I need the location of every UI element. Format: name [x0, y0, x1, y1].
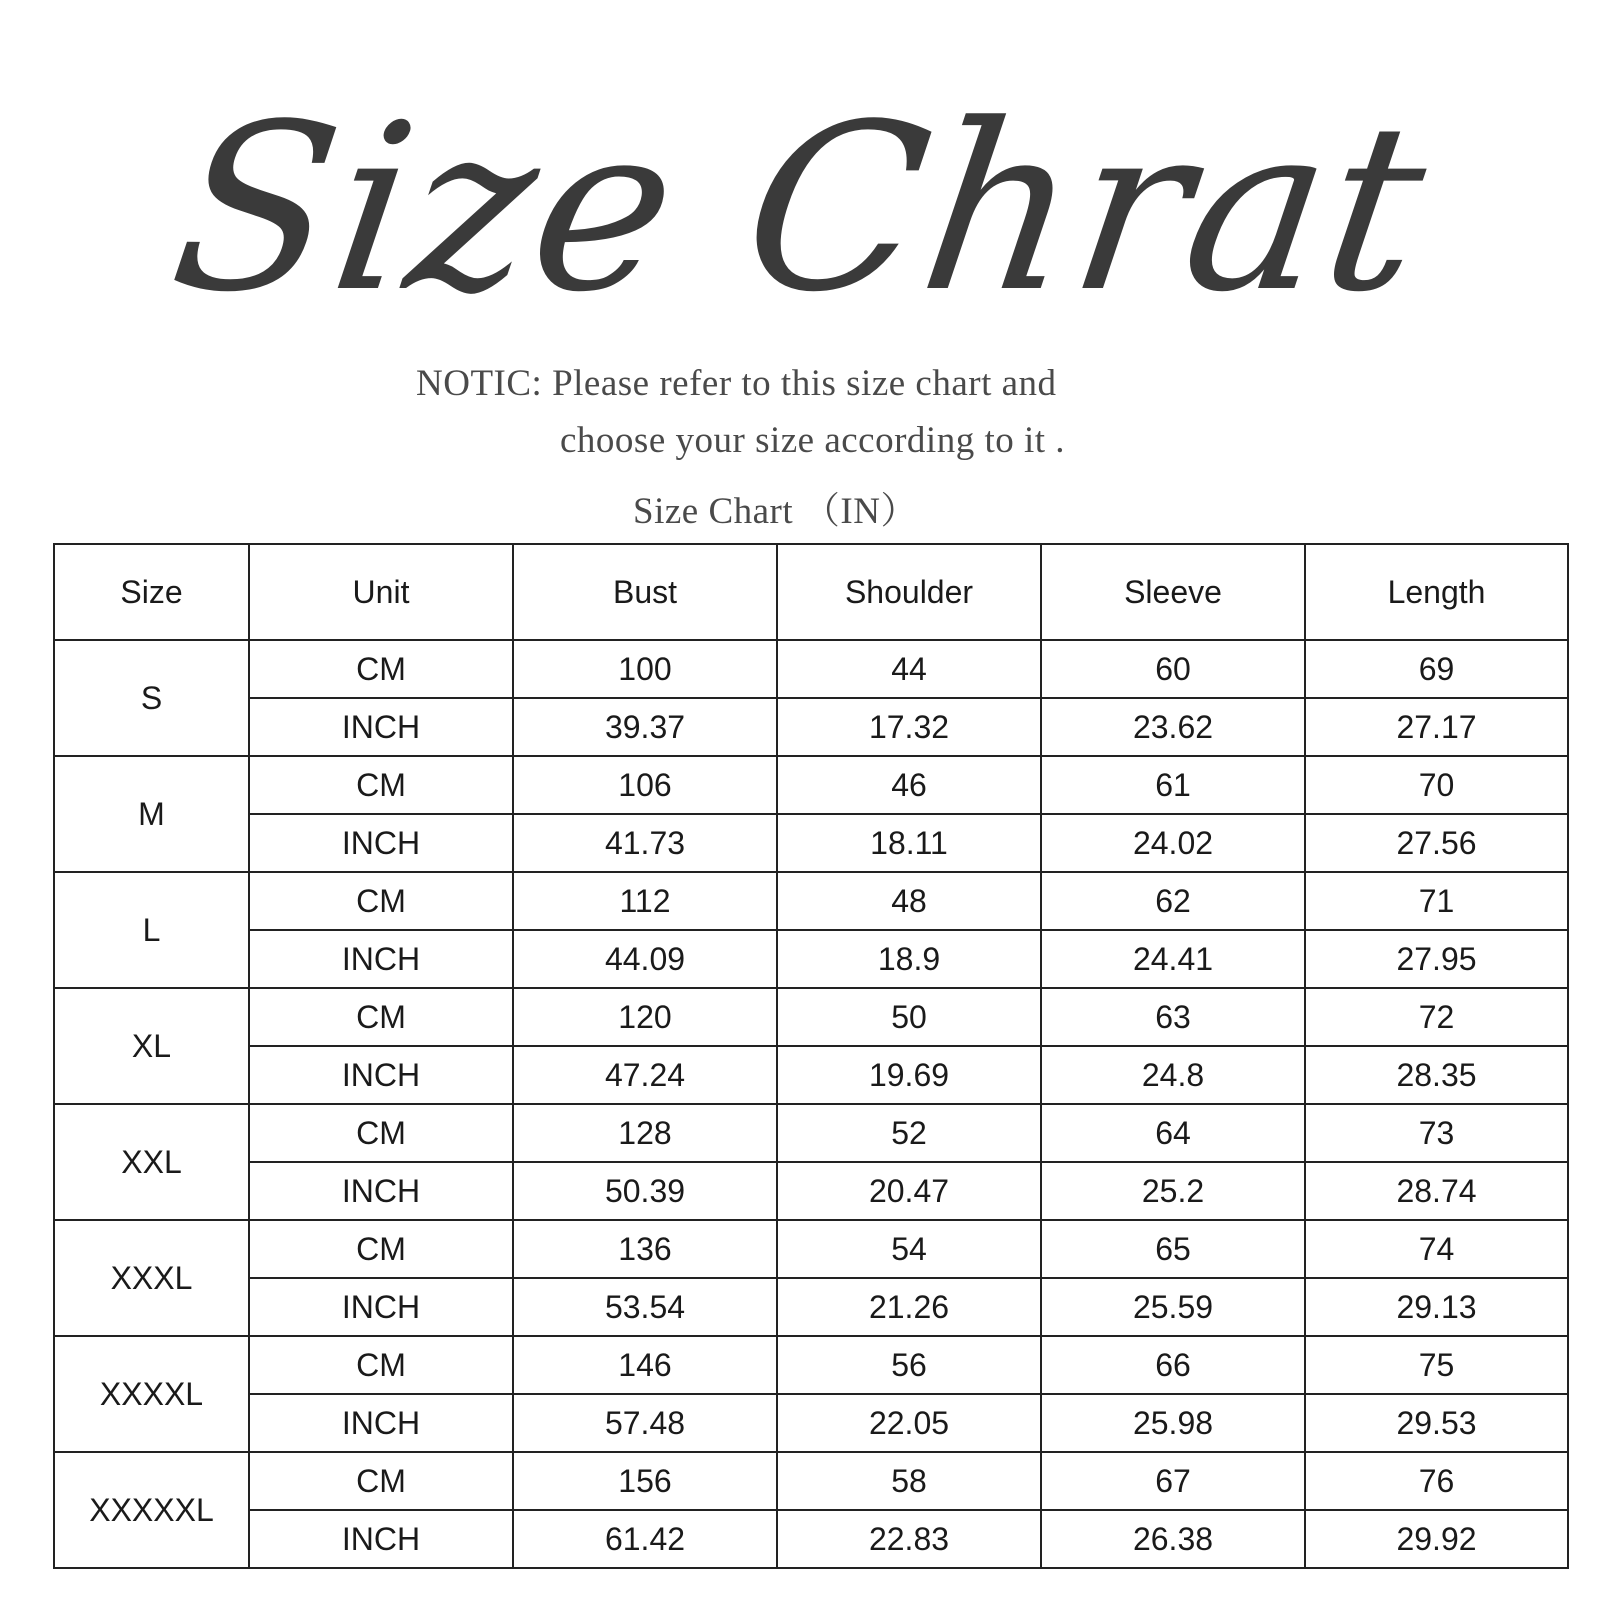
- length-cell: 27.17: [1305, 698, 1568, 756]
- table-row: [54, 1278, 1568, 1336]
- bust-cell: 61.42: [513, 1510, 777, 1568]
- unit-cell: INCH: [249, 1046, 513, 1104]
- size-table: [53, 543, 1569, 1569]
- unit-cell: INCH: [249, 1278, 513, 1336]
- shoulder-cell: 17.32: [777, 698, 1041, 756]
- shoulder-cell: 56: [777, 1336, 1041, 1394]
- sleeve-cell: 63: [1041, 988, 1305, 1046]
- size-cell: XXXL: [54, 1220, 249, 1336]
- length-cell: 28.74: [1305, 1162, 1568, 1220]
- header-unit: Unit: [249, 544, 513, 640]
- unit-cell: CM: [249, 1336, 513, 1394]
- table-row: [54, 698, 1568, 756]
- shoulder-cell: 22.83: [777, 1510, 1041, 1568]
- bust-cell: 120: [513, 988, 777, 1046]
- length-cell: 75: [1305, 1336, 1568, 1394]
- table-row: [54, 930, 1568, 988]
- bust-cell: 128: [513, 1104, 777, 1162]
- length-cell: 27.95: [1305, 930, 1568, 988]
- length-cell: 72: [1305, 988, 1568, 1046]
- length-cell: 29.53: [1305, 1394, 1568, 1452]
- table-row: [54, 1162, 1568, 1220]
- length-cell: 74: [1305, 1220, 1568, 1278]
- size-cell: XXXXXL: [54, 1452, 249, 1568]
- table-header-row: [54, 544, 1568, 640]
- bust-cell: 112: [513, 872, 777, 930]
- size-cell: XXL: [54, 1104, 249, 1220]
- table-row: [54, 1220, 1568, 1278]
- table-row: [54, 756, 1568, 814]
- shoulder-cell: 54: [777, 1220, 1041, 1278]
- unit-cell: CM: [249, 988, 513, 1046]
- length-cell: 71: [1305, 872, 1568, 930]
- sleeve-cell: 61: [1041, 756, 1305, 814]
- size-cell: S: [54, 640, 249, 756]
- table-row: [54, 1510, 1568, 1568]
- bust-cell: 39.37: [513, 698, 777, 756]
- sleeve-cell: 64: [1041, 1104, 1305, 1162]
- bust-cell: 136: [513, 1220, 777, 1278]
- size-cell: XXXXL: [54, 1336, 249, 1452]
- sleeve-cell: 25.59: [1041, 1278, 1305, 1336]
- table-row: [54, 872, 1568, 930]
- header-bust: Bust: [513, 544, 777, 640]
- length-cell: 76: [1305, 1452, 1568, 1510]
- bust-cell: 100: [513, 640, 777, 698]
- unit-cell: CM: [249, 640, 513, 698]
- bust-cell: 53.54: [513, 1278, 777, 1336]
- bust-cell: 44.09: [513, 930, 777, 988]
- sleeve-cell: 23.62: [1041, 698, 1305, 756]
- unit-cell: INCH: [249, 930, 513, 988]
- bust-cell: 156: [513, 1452, 777, 1510]
- bust-cell: 146: [513, 1336, 777, 1394]
- table-row: [54, 988, 1568, 1046]
- shoulder-cell: 20.47: [777, 1162, 1041, 1220]
- unit-cell: CM: [249, 1452, 513, 1510]
- sleeve-cell: 67: [1041, 1452, 1305, 1510]
- sleeve-cell: 65: [1041, 1220, 1305, 1278]
- shoulder-cell: 44: [777, 640, 1041, 698]
- sleeve-cell: 26.38: [1041, 1510, 1305, 1568]
- sleeve-cell: 25.98: [1041, 1394, 1305, 1452]
- size-cell: XL: [54, 988, 249, 1104]
- header-shoulder: Shoulder: [777, 544, 1041, 640]
- table-row: [54, 1394, 1568, 1452]
- shoulder-cell: 18.9: [777, 930, 1041, 988]
- header-length: Length: [1305, 544, 1568, 640]
- shoulder-cell: 19.69: [777, 1046, 1041, 1104]
- bust-cell: 57.48: [513, 1394, 777, 1452]
- page-title: Size Chrat: [158, 76, 1442, 343]
- unit-cell: INCH: [249, 814, 513, 872]
- notice-line-1: NOTIC: Please refer to this size chart and: [416, 363, 1057, 404]
- sleeve-cell: 60: [1041, 640, 1305, 698]
- bust-cell: 47.24: [513, 1046, 777, 1104]
- shoulder-cell: 50: [777, 988, 1041, 1046]
- unit-cell: INCH: [249, 1394, 513, 1452]
- length-cell: 27.56: [1305, 814, 1568, 872]
- unit-cell: CM: [249, 1104, 513, 1162]
- length-cell: 69: [1305, 640, 1568, 698]
- length-cell: 70: [1305, 756, 1568, 814]
- unit-cell: INCH: [249, 698, 513, 756]
- sleeve-cell: 24.8: [1041, 1046, 1305, 1104]
- size-cell: L: [54, 872, 249, 988]
- table-row: [54, 640, 1568, 698]
- sleeve-cell: 25.2: [1041, 1162, 1305, 1220]
- length-cell: 73: [1305, 1104, 1568, 1162]
- bust-cell: 106: [513, 756, 777, 814]
- unit-cell: INCH: [249, 1162, 513, 1220]
- length-cell: 29.13: [1305, 1278, 1568, 1336]
- shoulder-cell: 18.11: [777, 814, 1041, 872]
- unit-cell: CM: [249, 872, 513, 930]
- header-size: Size: [54, 544, 249, 640]
- shoulder-cell: 48: [777, 872, 1041, 930]
- sleeve-cell: 66: [1041, 1336, 1305, 1394]
- shoulder-cell: 58: [777, 1452, 1041, 1510]
- table-row: [54, 1046, 1568, 1104]
- unit-cell: CM: [249, 1220, 513, 1278]
- shoulder-cell: 22.05: [777, 1394, 1041, 1452]
- bust-cell: 41.73: [513, 814, 777, 872]
- table-row: [54, 1452, 1568, 1510]
- shoulder-cell: 46: [777, 756, 1041, 814]
- shoulder-cell: 52: [777, 1104, 1041, 1162]
- size-cell: M: [54, 756, 249, 872]
- header-sleeve: Sleeve: [1041, 544, 1305, 640]
- sleeve-cell: 24.41: [1041, 930, 1305, 988]
- unit-cell: INCH: [249, 1510, 513, 1568]
- table-subtitle: Size Chart （IN）: [633, 491, 918, 532]
- unit-cell: CM: [249, 756, 513, 814]
- sleeve-cell: 24.02: [1041, 814, 1305, 872]
- table-row: [54, 1104, 1568, 1162]
- table-row: [54, 1336, 1568, 1394]
- sleeve-cell: 62: [1041, 872, 1305, 930]
- shoulder-cell: 21.26: [777, 1278, 1041, 1336]
- notice-line-2: choose your size according to it .: [560, 420, 1066, 461]
- length-cell: 28.35: [1305, 1046, 1568, 1104]
- bust-cell: 50.39: [513, 1162, 777, 1220]
- length-cell: 29.92: [1305, 1510, 1568, 1568]
- table-row: [54, 814, 1568, 872]
